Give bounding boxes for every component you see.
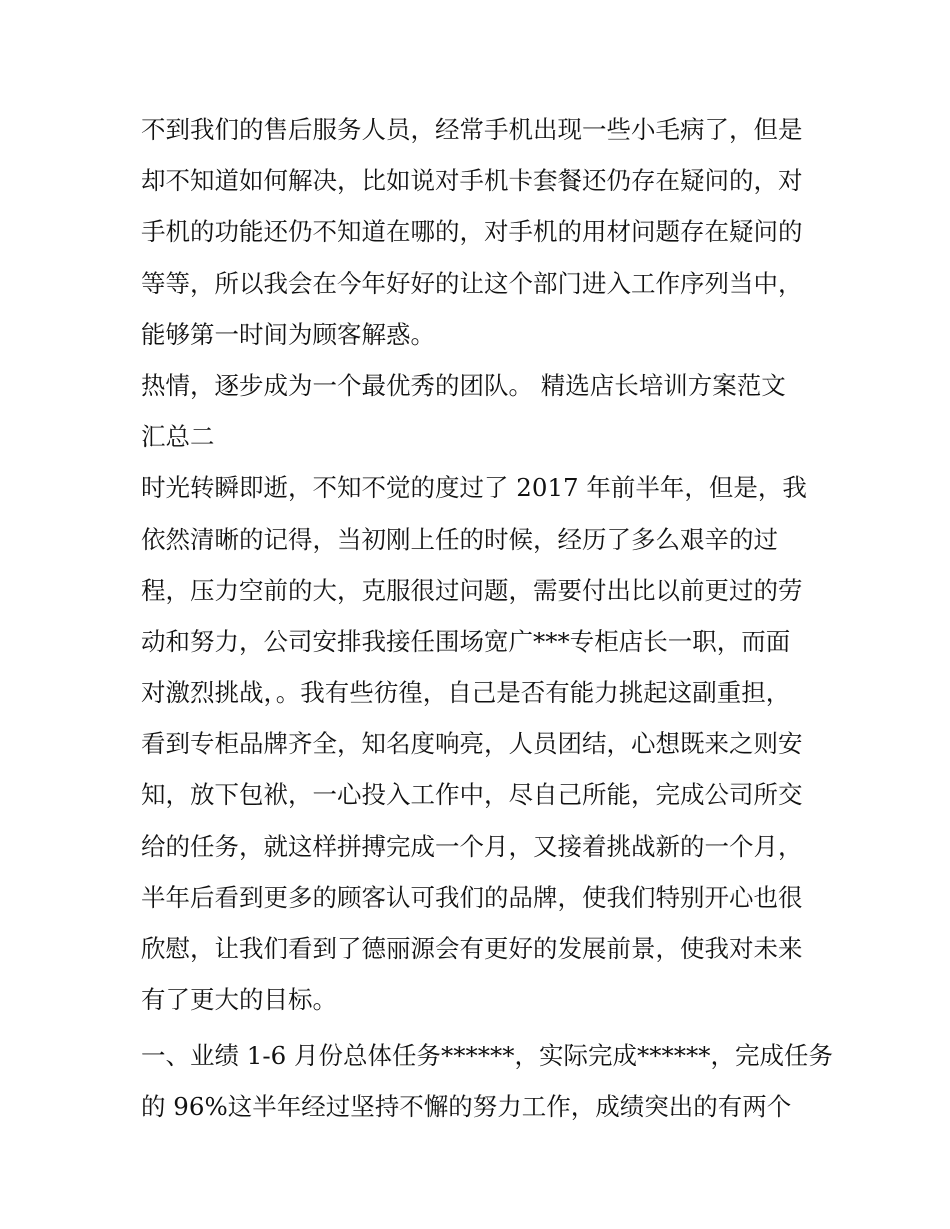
text-line: 的 96%这半年经过坚持不懈的努力工作，成绩突出的有两个 [141,1092,792,1122]
text-line: 看到专柜品牌齐全，知名度响亮，人员团结，心想既来之则安 [141,729,803,759]
text-line: 时光转瞬即逝，不知不觉的度过了 2017 年前半年，但是，我 [141,473,807,503]
text-line: 知，放下包袱，一心投入工作中，尽自己所能，完成公司所交 [141,780,803,810]
text-line: 手机的功能还仍不知道在哪的，对手机的用材问题存在疑问的 [141,217,803,247]
text-line: 不到我们的售后服务人员，经常手机出现一些小毛病了，但是 [141,115,803,144]
text-line: 对激烈挑战，。我有些彷徨，自己是否有能力挑起这副重担， [141,678,791,708]
text-line: 依然清晰的记得，当初刚上任的时候，经历了多么艰辛的过 [141,524,778,554]
text-line: 一、业绩 1-6 月份总体任务******，实际完成******，完成任务 [141,1041,834,1071]
text-line: 却不知道如何解决，比如说对手机卡套餐还仍存在疑问的，对 [141,166,803,196]
text-line: 给的任务，就这样拼搏完成一个月，又接着挑战新的一个月， [141,831,803,861]
text-line: 半年后看到更多的顾客认可我们的品牌，使我们特别开心也很 [141,882,803,912]
text-line: 等等，所以我会在今年好好的让这个部门进入工作序列当中， [141,268,803,298]
text-line: 有了更大的目标。 [141,985,337,1015]
document-body [141,108,834,1137]
text-line: 欣慰，让我们看到了德丽源会有更好的发展前景，使我对未来 [141,934,803,963]
text-line: 能够第一时间为顾客解惑。 [141,319,435,349]
text-line: 热情，逐步成为一个最优秀的团队。 精选店长培训方案范文 [141,370,786,400]
text-line: 程，压力空前的大，克服很过问题，需要付出比以前更过的劳 [141,575,803,605]
section-title-line: 汇总二 [141,422,215,452]
text-line: 动和努力，公司安排我接任围场宽广***专柜店长一职，而面 [141,626,791,656]
